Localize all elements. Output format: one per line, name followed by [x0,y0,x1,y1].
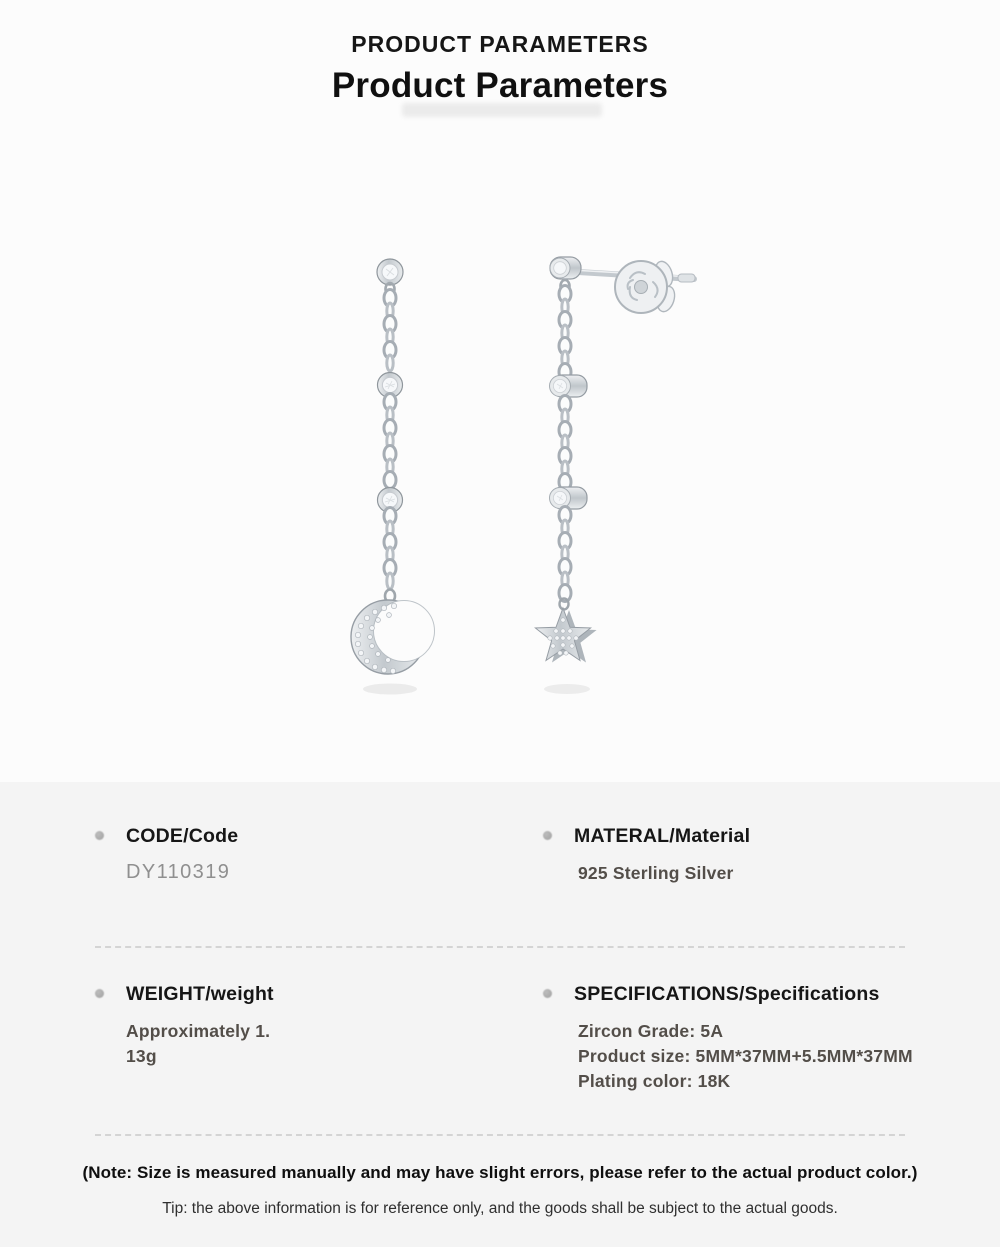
page-title: Product Parameters [331,66,669,105]
product-photo [0,190,1000,750]
spec-line-plating-color: Plating color: 18K [578,1071,731,1091]
moon-pendant [351,600,435,674]
right-earring-star [535,257,695,663]
param-block-material [543,824,750,886]
star-pendant [535,608,596,663]
section-heading-small: PRODUCT PARAMETERS [351,31,649,57]
bullet-dot-icon [95,831,104,840]
weight-line-1: Approximately 1. [126,1021,271,1041]
bullet-dot-icon [95,989,104,998]
dashed-divider [95,946,905,948]
tip-text: Tip: the above information is for reference only, and the goods shall be subject to the actual goods. [162,1200,838,1217]
param-value-material: 925 Sterling Silver [578,863,734,883]
param-label-specifications: SPECIFICATIONS/Specifications [574,983,880,1005]
parameters-panel [0,782,1000,1247]
spec-line-product-size: Product size: 5MM*37MM+5.5MM*37MM [578,1046,913,1066]
reflection-shadow [363,684,417,695]
param-label-material: MATERAL/Material [574,825,751,847]
param-label-code: CODE/Code [126,825,239,847]
param-block-code [95,824,238,884]
bullet-dot-icon [543,831,552,840]
param-label-weight: WEIGHT/weight [126,983,274,1005]
bullet-dot-icon [543,989,552,998]
note-text: (Note: Size is measured manually and may have slight errors, please refer to the actual product color.) [82,1163,918,1182]
param-value-code: DY110319 [126,861,231,883]
dashed-divider [95,1134,905,1136]
spec-line-zircon-grade: Zircon Grade: 5A [578,1021,724,1041]
reflection-shadow [544,684,590,694]
param-block-weight [95,982,274,1069]
weight-line-2: 13g [126,1046,157,1066]
param-block-specifications [543,982,913,1094]
left-earring-moon [351,259,435,674]
param-value-specifications [578,1019,913,1094]
param-value-weight [126,1019,274,1069]
